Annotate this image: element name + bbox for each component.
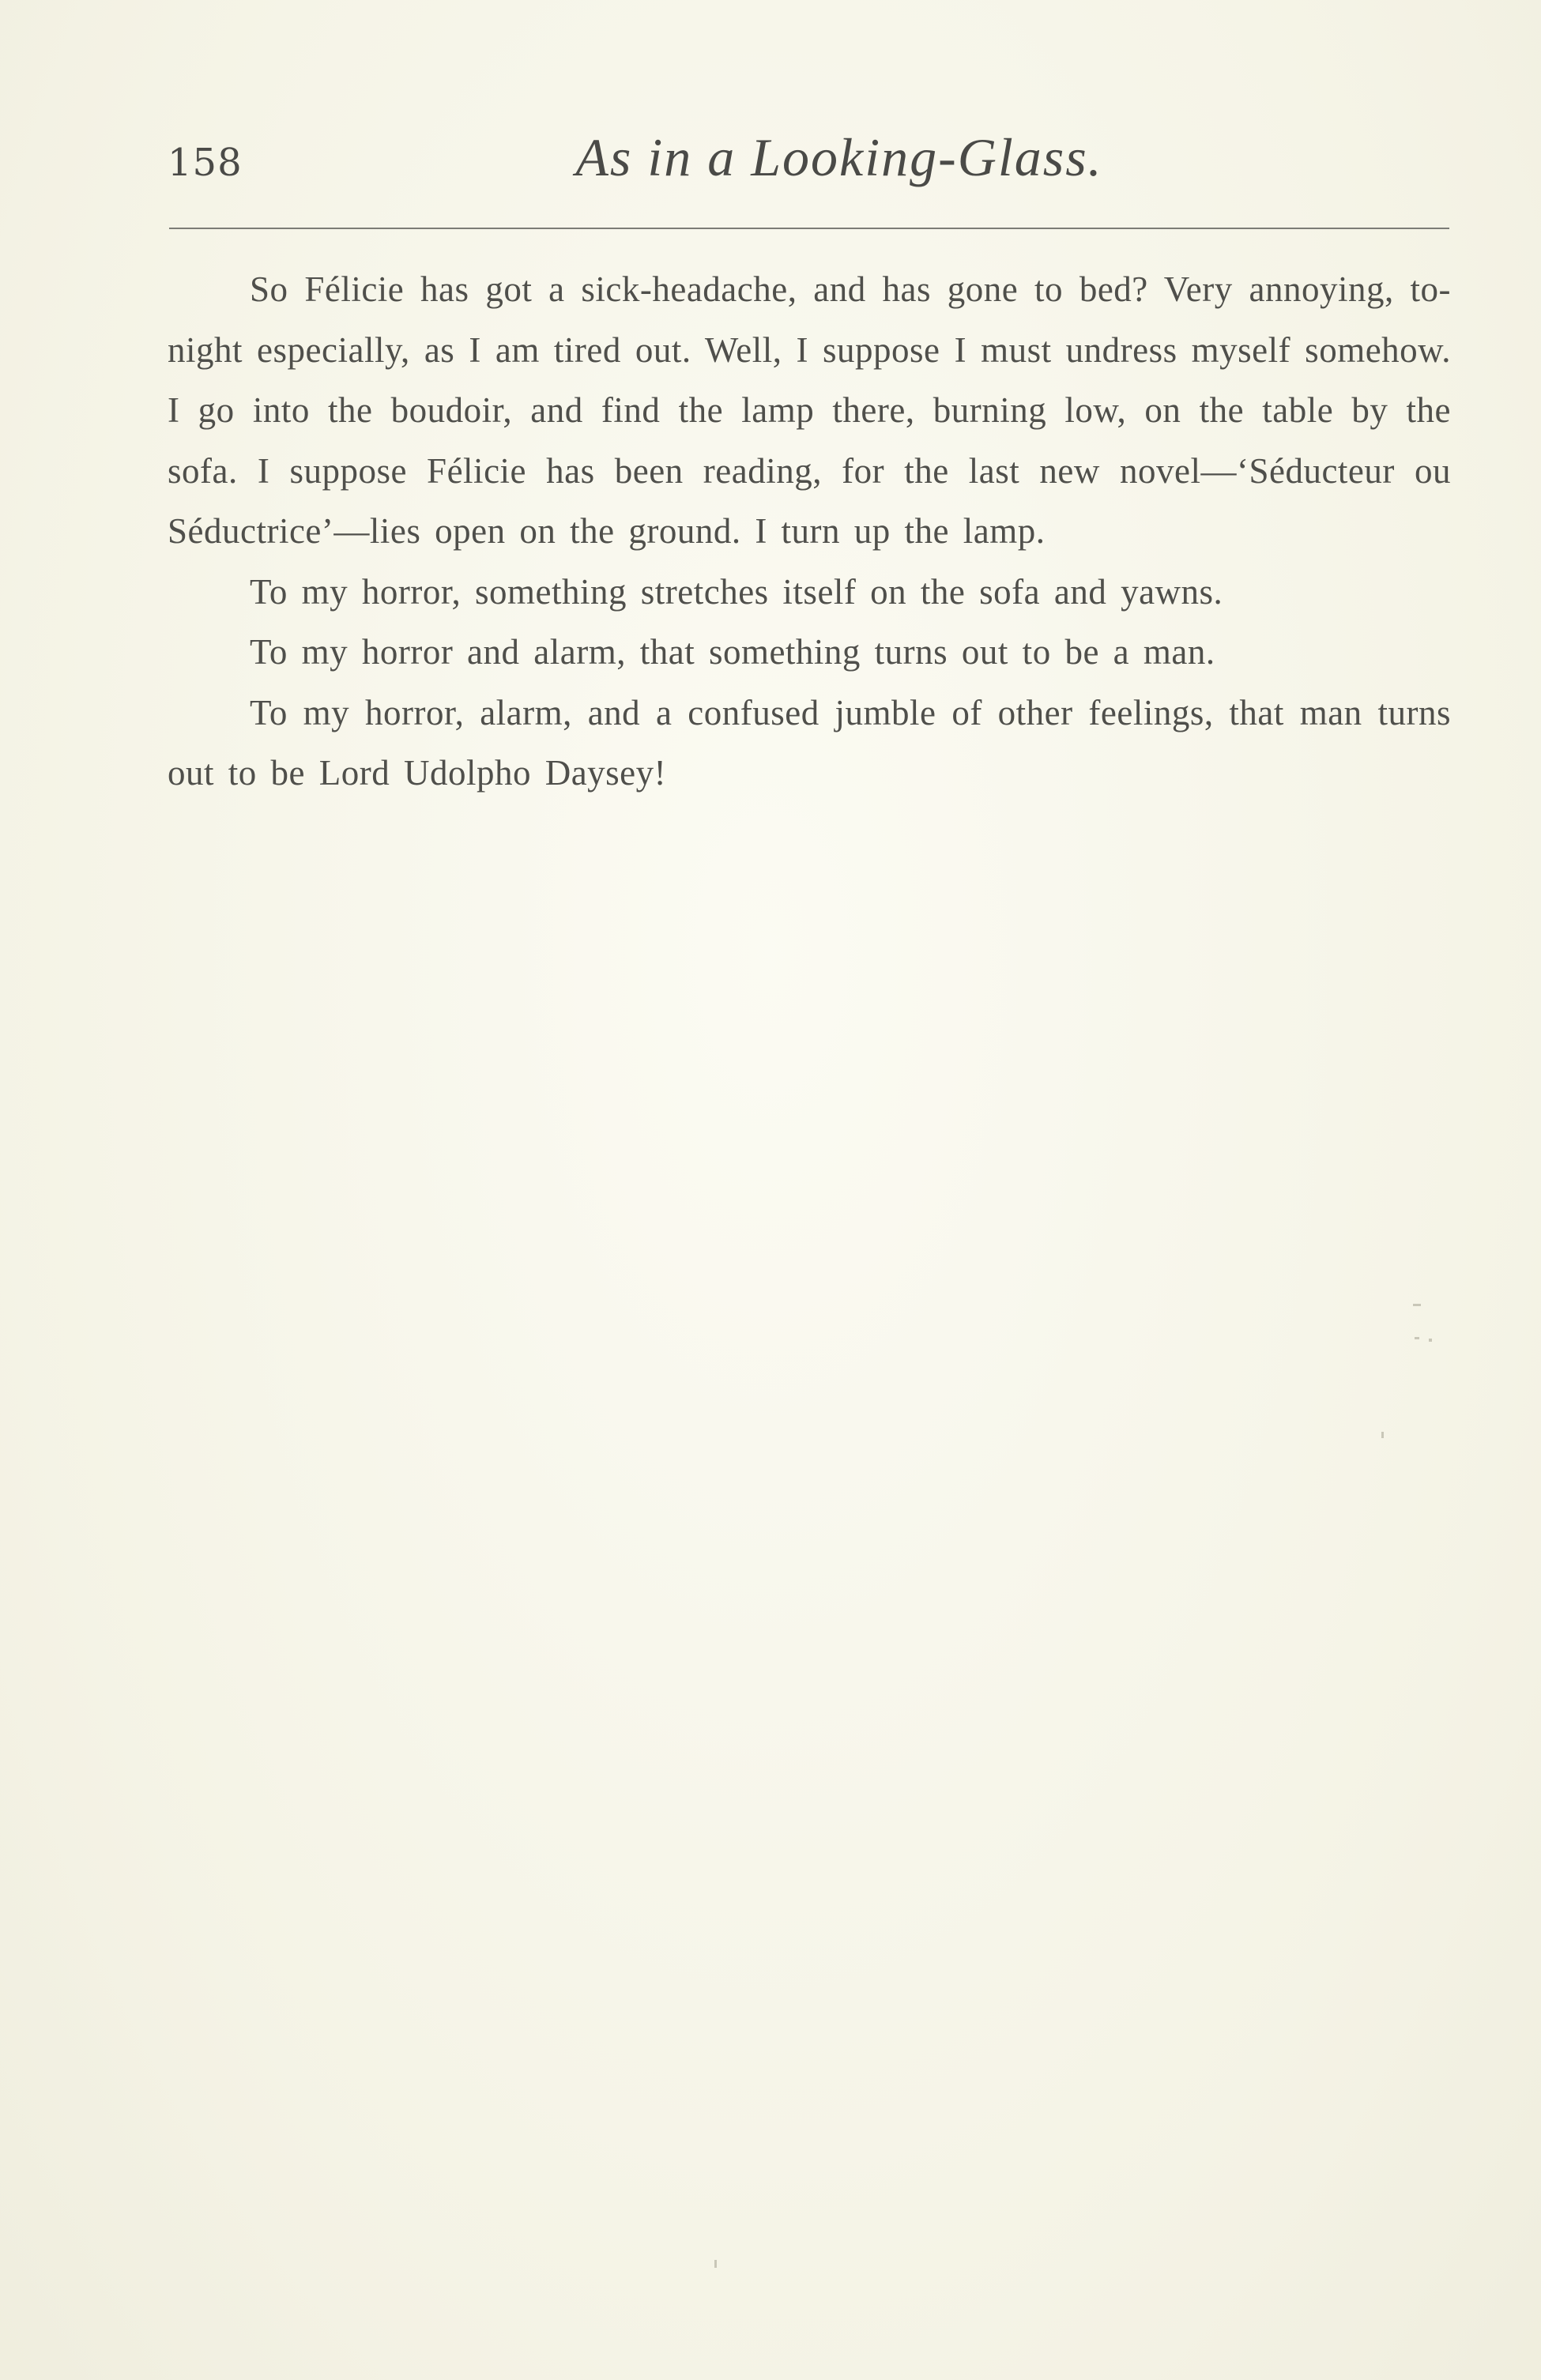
paper-speck xyxy=(1415,1337,1419,1339)
paper-speck xyxy=(714,2260,717,2268)
paragraph-4: To my horror, alarm, and a confused jumble of other feelings, that man turns out to be Lord Udolpho Daysey! xyxy=(168,692,1451,793)
header-rule xyxy=(169,228,1449,229)
paper-speck xyxy=(1429,1339,1432,1342)
page-number: 158 xyxy=(168,141,243,185)
running-title: As in a Looking-Glass. xyxy=(575,127,1103,187)
paragraph-1: So Félicie has got a sick-headache, and has gone to bed? Very annoying, to-night especially, as I am tired out. Well, I suppose I must undress myself somehow. I go into the boudoir, and find the lamp there, burning low, on the table by the sofa. I suppose Félicie has been reading, for the last new novel—‘Séducteur ou Séductrice’—lies open on the ground. I turn up the lamp. xyxy=(168,269,1451,551)
body-text xyxy=(168,259,1451,804)
paper-speck xyxy=(1381,1432,1384,1438)
running-head xyxy=(168,126,1451,205)
paragraph-2: To my horror, something stretches itself on the sofa and yawns. xyxy=(250,571,1223,612)
paragraph-3: To my horror and alarm, that something turns out to be a man. xyxy=(250,632,1215,672)
paper-speck xyxy=(1413,1304,1421,1306)
